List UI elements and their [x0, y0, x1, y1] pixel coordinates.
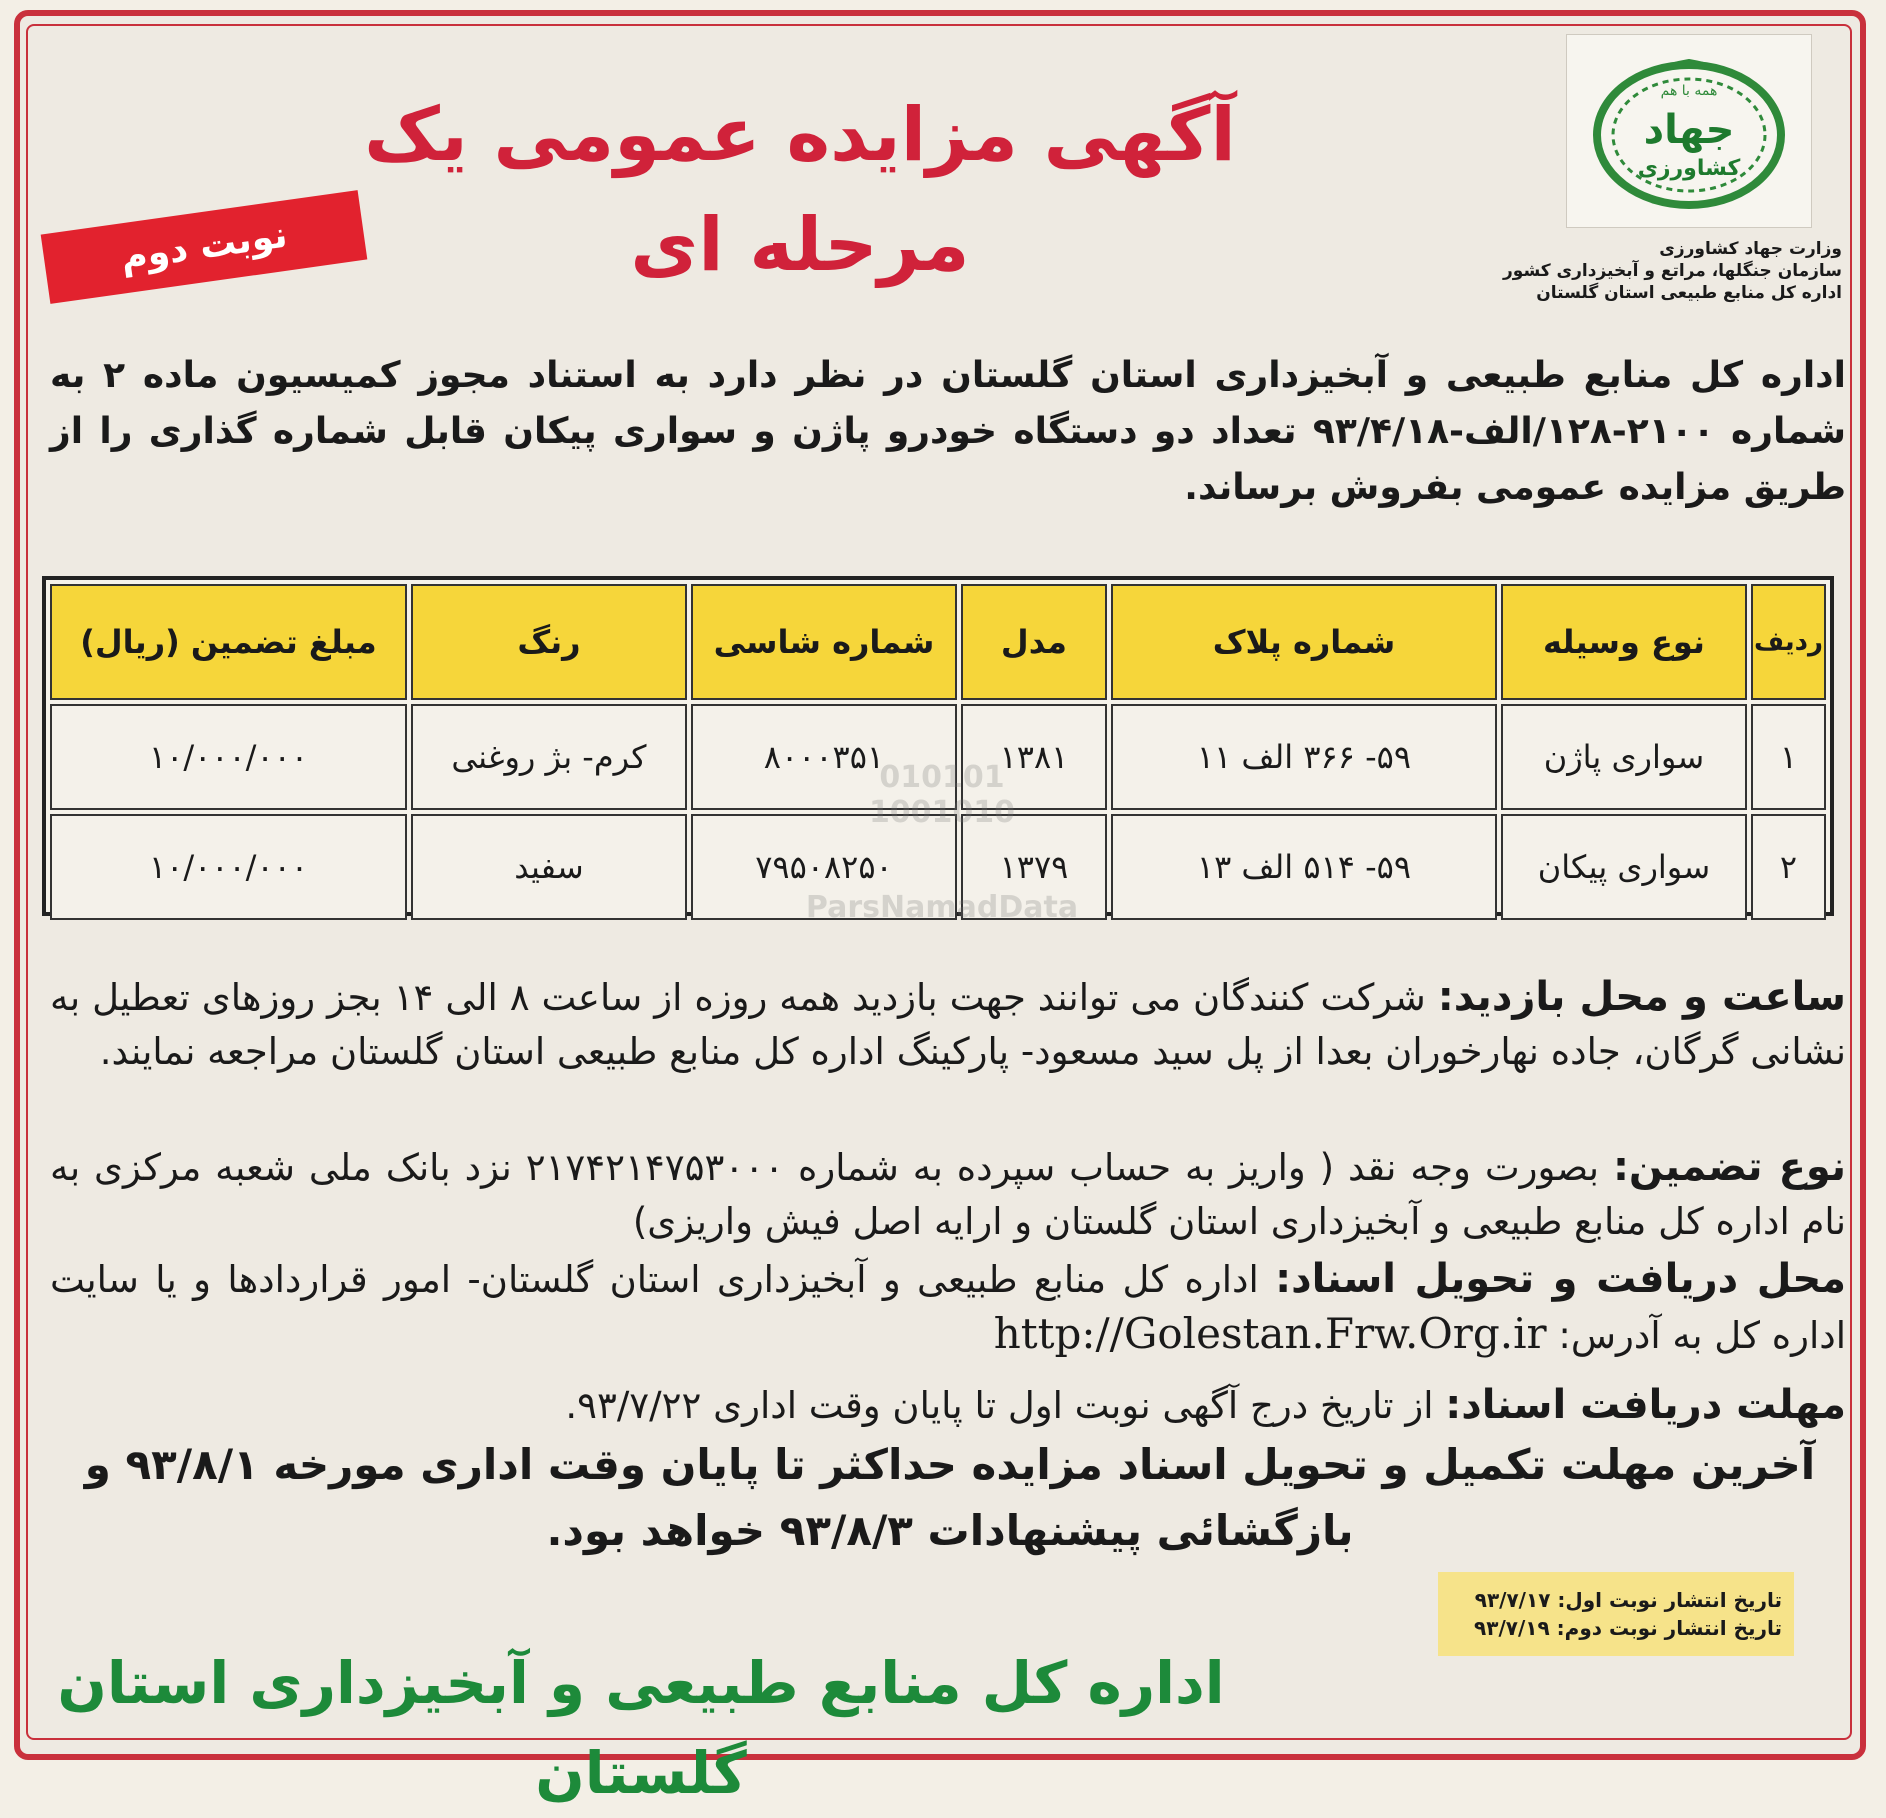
- cell-model: ۱۳۷۹: [961, 814, 1107, 920]
- documents-deadline-section: [50, 1378, 1846, 1433]
- parsnamad-watermark: [752, 760, 1132, 990]
- cell-color: سفید: [411, 814, 687, 920]
- cell-row-number: ۱: [1751, 704, 1826, 810]
- watermark-binary-1: 010101: [879, 760, 1005, 795]
- header-vehicle-type: نوع وسیله: [1501, 584, 1747, 700]
- cell-model: ۱۳۸۱: [961, 704, 1107, 810]
- organization-block: [1420, 238, 1842, 304]
- documents-deadline-label: مهلت دریافت اسناد:: [1445, 1382, 1846, 1428]
- header-model: مدل: [961, 584, 1107, 700]
- documents-place-text: اداره کل منابع طبیعی و آبخیزداری استان گلستان- امور قراردادها و یا سایت اداره کل به آدرس:: [50, 1258, 1846, 1357]
- website-link[interactable]: http://Golestan.Frw.Org.ir: [993, 1309, 1547, 1358]
- wheat-wreath-icon: [1567, 35, 1811, 227]
- round-badge: نوبت دوم: [41, 190, 368, 304]
- documents-place-section: [50, 1252, 1846, 1363]
- cell-row-number: ۲: [1751, 814, 1826, 920]
- footer-office-name: اداره کل منابع طبیعی و آبخیزداری استان گلستان: [57, 1649, 1225, 1807]
- org-line-office: اداره کل منابع طبیعی استان گلستان: [1536, 283, 1842, 303]
- cell-vehicle-type: سواری پاژن: [1501, 704, 1747, 810]
- publication-dates: [1438, 1572, 1794, 1656]
- publication-first: تاریخ انتشار نوبت اول: ۹۳/۷/۱۷: [1474, 1588, 1782, 1612]
- table-header-row: [50, 584, 1826, 700]
- final-deadline: [60, 1432, 1840, 1564]
- cell-plate-number: ۵۹- ۵۱۴ الف ۱۳: [1111, 814, 1497, 920]
- visit-label: ساعت و محل بازدید:: [1437, 974, 1846, 1020]
- guarantee-text: بصورت وجه نقد ( واریز به حساب سپرده به شماره ۲۱۷۴۲۱۴۷۵۳۰۰۰ نزد بانک ملی شعبه مرکزی به نام اداره کل منابع طبیعی و آبخیزداری استان گلستان و ارایه اصل فیش واریزی): [50, 1146, 1846, 1243]
- header-chassis-number: شماره شاسی: [691, 584, 957, 700]
- cell-deposit: ۱۰/۰۰۰/۰۰۰: [50, 814, 407, 920]
- watermark-brand: ParsNamadData: [805, 890, 1079, 925]
- documents-deadline-text: از تاریخ درج آگهی نوبت اول تا پایان وقت اداری ۹۳/۷/۲۲.: [565, 1384, 1434, 1427]
- org-line-ministry: وزارت جهاد کشاورزی: [1659, 239, 1842, 259]
- visit-section: [50, 970, 1846, 1079]
- cell-color: کرم- بژ روغنی: [411, 704, 687, 810]
- org-line-organization: سازمان جنگلها، مراتع و آبخیزداری کشور: [1503, 261, 1842, 281]
- cell-vehicle-type: سواری پیکان: [1501, 814, 1747, 920]
- header-deposit: مبلغ تضمین (ریال): [50, 584, 407, 700]
- publication-second: تاریخ انتشار نوبت دوم: ۹۳/۷/۱۹: [1474, 1616, 1782, 1640]
- header-row-number: ردیف: [1751, 584, 1826, 700]
- final-deadline-line-2: بازگشائی پیشنهادات ۹۳/۸/۳ خواهد بود.: [546, 1506, 1354, 1555]
- visit-text: شرکت کنندگان می توانند جهت بازدید همه روزه از ساعت ۸ الی ۱۴ بجز روزهای تعطیل به نشانی گرگان، جاده نهارخوران بعدا از پل سید مسعود- پارکینگ اداره کل منابع طبیعی استان گلستان مراجعه نمایند.: [50, 976, 1846, 1073]
- logo-main-text: جهاد: [1643, 107, 1735, 153]
- cell-chassis-number: ۸۰۰۰۳۵۱: [691, 704, 957, 810]
- guarantee-label: نوع تضمین:: [1612, 1144, 1846, 1190]
- cell-chassis-number: ۷۹۵۰۸۲۵۰: [691, 814, 957, 920]
- documents-place-label: محل دریافت و تحویل اسناد:: [1275, 1256, 1847, 1302]
- jahad-logo: [1566, 34, 1812, 228]
- ad-title: آگهی مزایده عمومی یک مرحله ای: [364, 92, 1236, 288]
- logo-sub-text: کشاورزی: [1637, 156, 1741, 181]
- cell-deposit: ۱۰/۰۰۰/۰۰۰: [50, 704, 407, 810]
- intro-paragraph: اداره کل منابع طبیعی و آبخیزداری استان گلستان در نظر دارد به استناد مجوز کمیسیون ماده ۲ به شماره ۲۱۰۰-۱۲۸/الف-۹۳/۴/۱۸ تعداد دو دستگاه خودرو پاژن و سواری پیکان قابل شماره گذاری را از طریق مزایده عمومی بفروش برساند.: [50, 355, 1846, 508]
- cell-plate-number: ۵۹- ۳۶۶ الف ۱۱: [1111, 704, 1497, 810]
- header-color: رنگ: [411, 584, 687, 700]
- final-deadline-line-1: آخرین مهلت تکمیل و تحویل اسناد مزایده حداکثر تا پایان وقت اداری مورخه ۹۳/۸/۱ و: [84, 1440, 1816, 1489]
- watermark-binary-2: 1001010: [868, 795, 1016, 830]
- logo-top-text: همه با هم: [1660, 83, 1718, 99]
- header-plate-number: شماره پلاک: [1111, 584, 1497, 700]
- guarantee-section: [50, 1140, 1846, 1249]
